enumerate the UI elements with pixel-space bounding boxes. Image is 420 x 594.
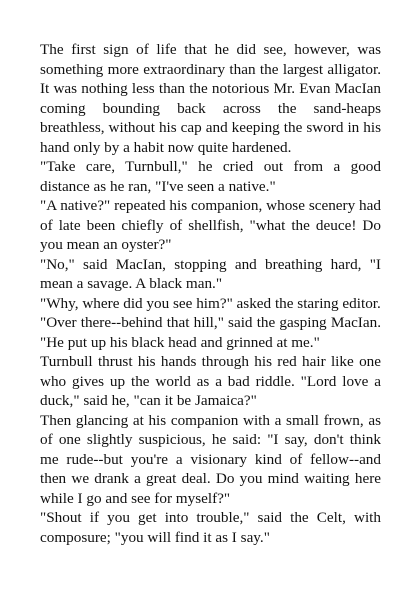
paragraph-1: The first sign of life that he did see, however, was something more extraordinary than the largest alligator. It was nothing less than the notorious Mr. Evan MacIan coming bounding back across the sand-heaps breathless, without his cap and keeping the sword in his hand only by a habit now quite hardened. [40,41,381,156]
paragraph-5: "Why, where did you see him?" asked the staring editor. [40,294,381,312]
paragraph-9: "Shout if you get into trouble," said the Celt, with composure; "you will find it as I say." [40,509,381,546]
body-text [40,40,381,547]
paragraph-8: Then glancing at his companion with a small frown, as of one slightly suspicious, he said: "I say, don't think me rude--but you're a visionary kind of fellow--and then we drank a great deal. Do you mind waiting here while I go and see for myself?" [40,411,381,507]
paragraph-7: Turnbull thrust his hands through his red hair like one who gives up the world as a bad riddle. "Lord love a duck," said he, "can it be Jamaica?" [40,353,381,409]
paragraph-3: "A native?" repeated his companion, whose scenery had of late been chiefly of shellfish, "what the deuce! Do you mean an oyster?" [40,197,381,253]
paragraph-6: "Over there--behind that hill," said the gasping MacIan. "He put up his black head and grinned at me." [40,314,381,351]
paragraph-2: "Take care, Turnbull," he cried out from a good distance as he ran, "I've seen a native." [40,158,381,195]
paragraph-4: "No," said MacIan, stopping and breathing hard, "I mean a savage. A black man." [40,255,381,292]
